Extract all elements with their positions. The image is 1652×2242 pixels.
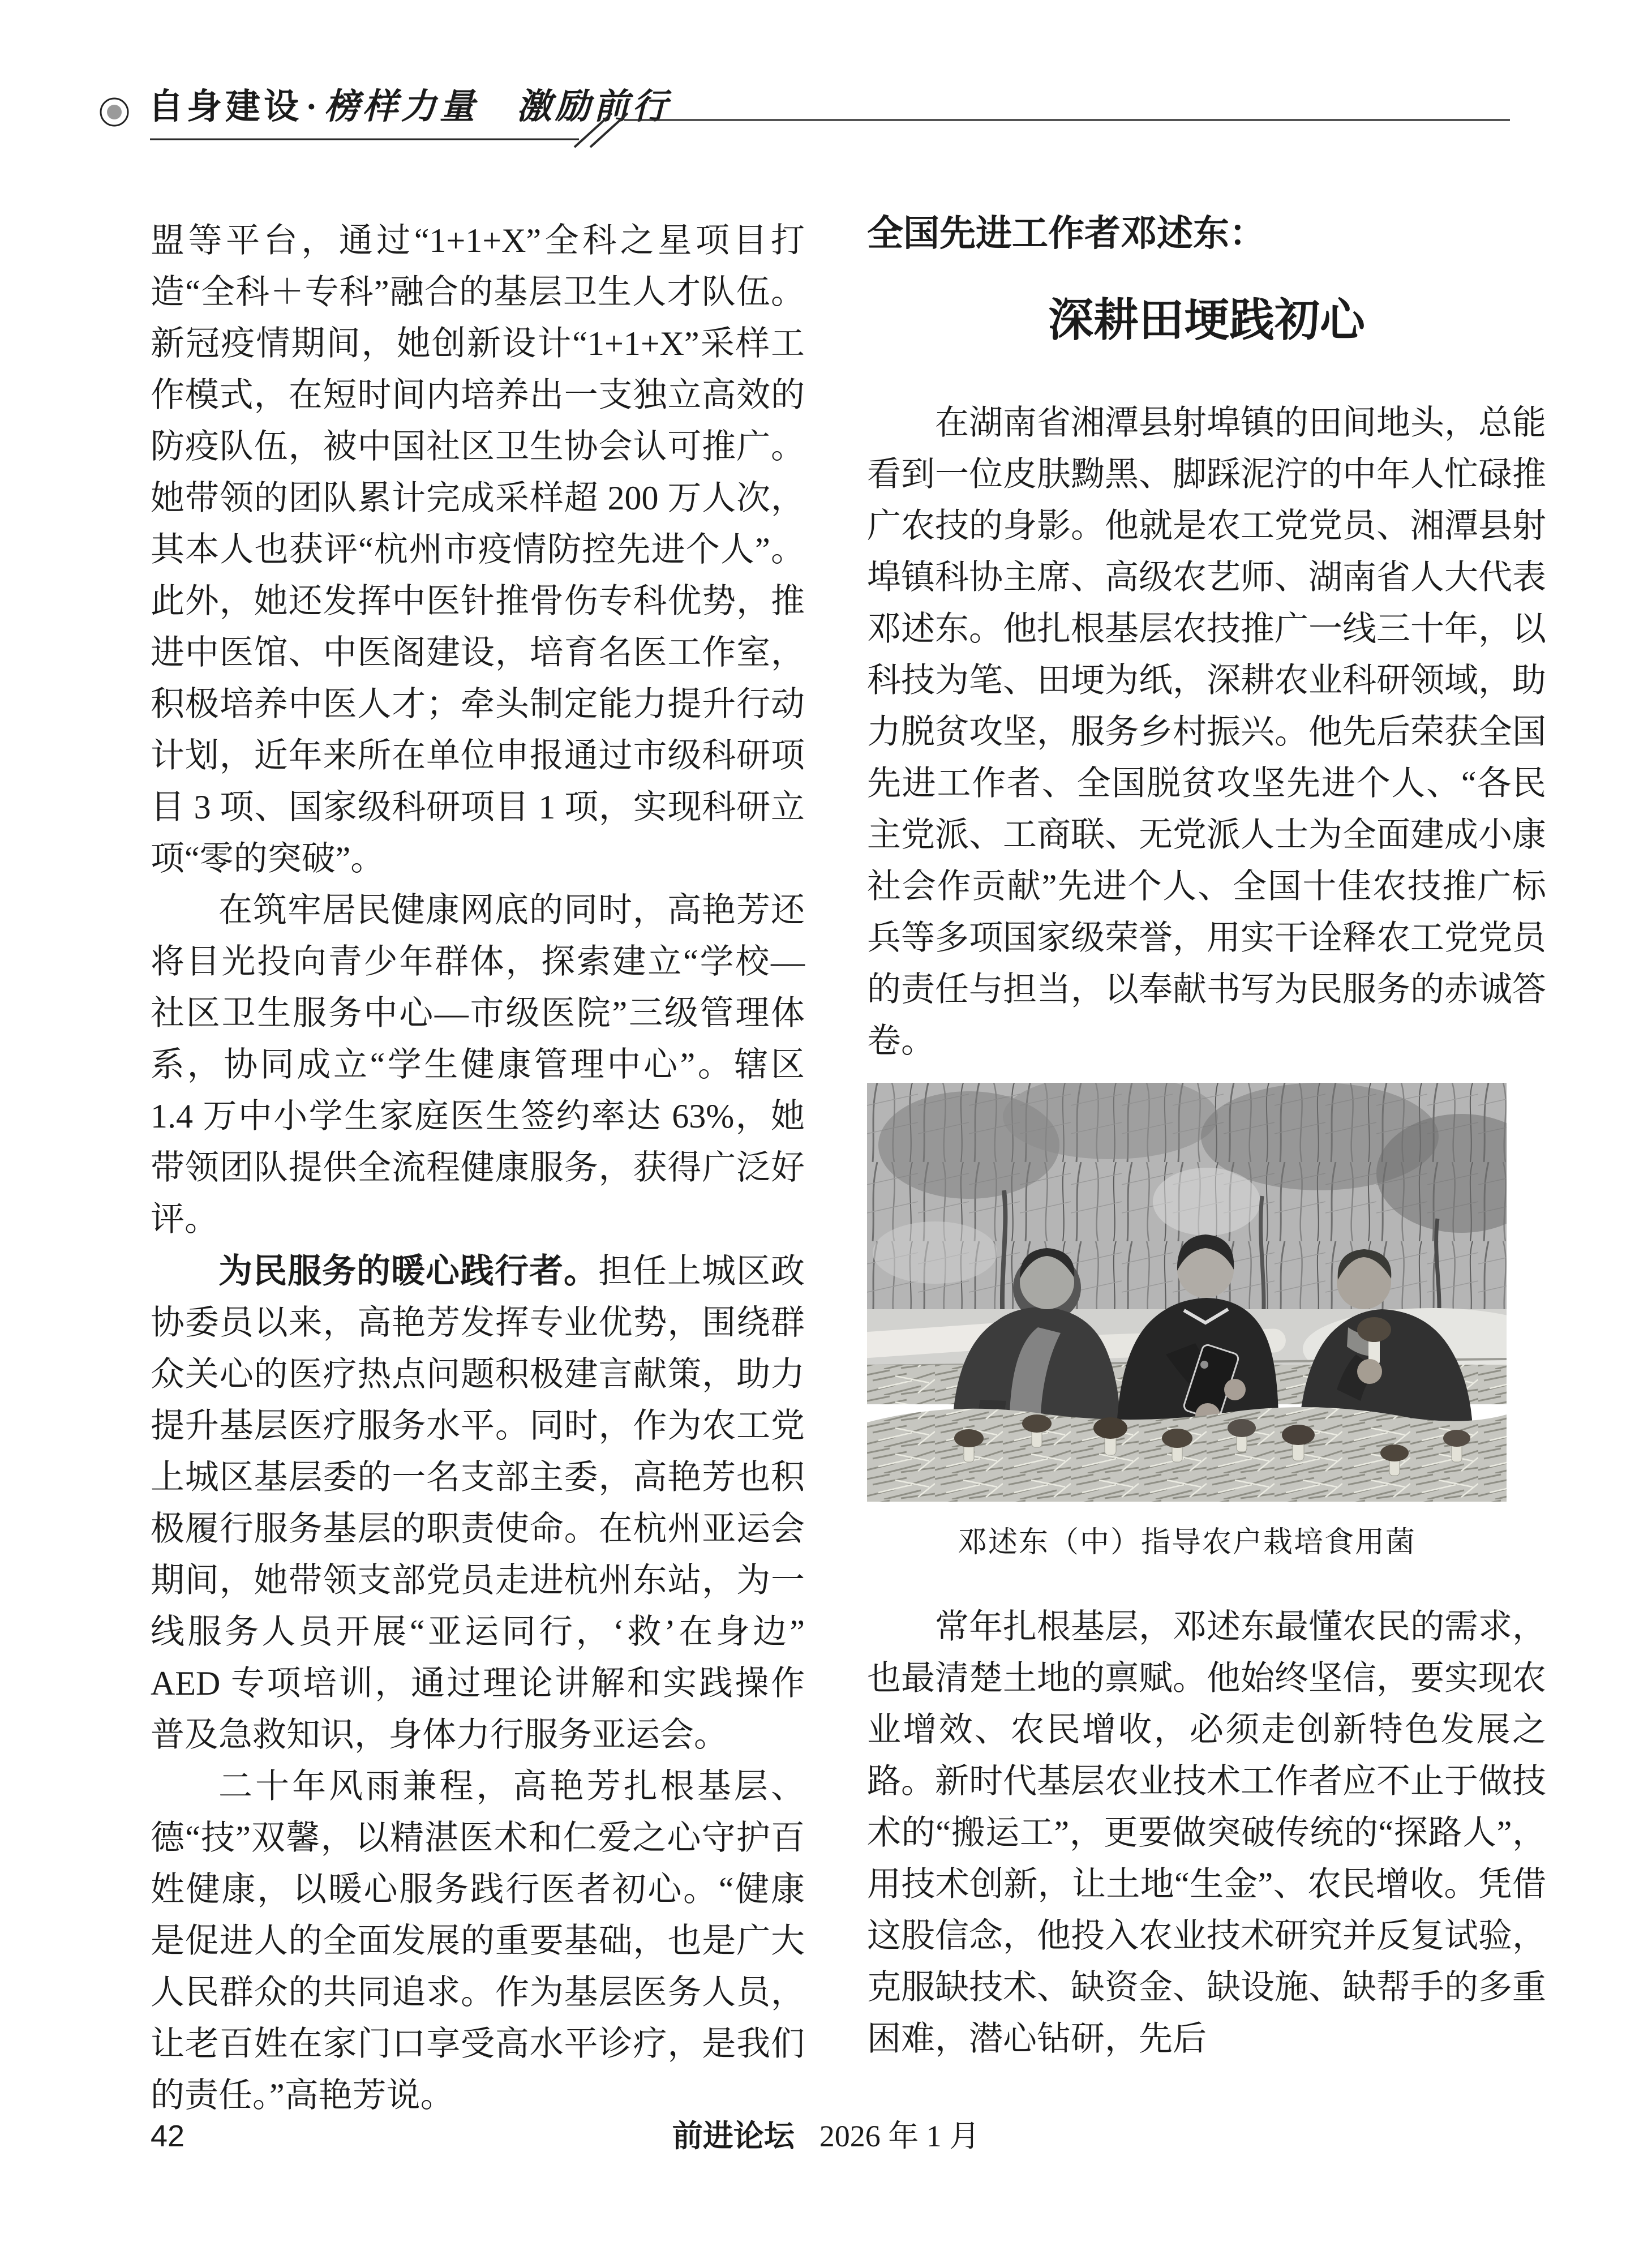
paragraph — [867, 397, 1546, 1067]
paragraph — [867, 1601, 1546, 2065]
section-bullet-icon — [98, 96, 130, 128]
article-figure — [867, 1083, 1507, 1562]
paragraph — [151, 1761, 805, 2121]
paragraph-lead: 为民服务的暖心践行者。 — [218, 1252, 598, 1290]
section-subtitle: 榜样力量 激励前行 — [324, 88, 671, 126]
article-title-kicker: 全国先进工作者邓述东： — [867, 213, 1265, 254]
header-rule — [149, 109, 1513, 149]
right-column — [867, 211, 1546, 2065]
paragraph — [151, 215, 805, 885]
paragraph — [151, 1245, 805, 1761]
issue-date: 2026 年 1 月 — [819, 2119, 980, 2153]
footer — [0, 2118, 1652, 2154]
paragraph-text: 在湖南省湘潭县射埠镇的田间地头，总能看到一位皮肤黝黑、脚踩泥泞的中年人忙碌推广农技的身影。他就是农工党党员、湘潭县射埠镇科协主席、高级农艺师、湖南省人大代表邓述东。他扎根基层农技推广一线三十年，以科技为笔、田埂为纸，深耕农业科研领域，助力脱贫攻坚，服务乡村振兴。他先后荣获全国先进工作者、全国脱贫攻坚先进个人、“各民主党派、工商联、无党派人士为全面建成小康社会作贡献”先进个人、全国十佳农技推广标兵等多项国家级荣誉，用实干诠释农工党党员的责任与担当，以奉献书写为民服务的赤诚答卷。 — [867, 404, 1546, 1060]
section-separator: · — [306, 88, 321, 126]
photo-caption: 邓述东（中）指导农户栽培食用菌 — [957, 1527, 1416, 1559]
article-title: 深耕田埂践初心 — [1048, 295, 1365, 345]
section-title: 自身建设 — [148, 88, 303, 126]
page-number: 42 — [151, 2119, 185, 2153]
paragraph-text: 在筑牢居民健康网底的同时，高艳芳还将目光投向青少年群体，探索建立“学校—社区卫生服务中心—市级医院”三级管理体系，协同成立“学生健康管理中心”。辖区 1.4 万中小学生家庭医生签约率达 63%，她带领团队提供全流程健康服务，获得广泛好评。 — [151, 891, 805, 1238]
paragraph-text: 盟等平台，通过“1+1+X”全科之星项目打造“全科＋专科”融合的基层卫生人才队伍。新冠疫情期间，她创新设计“1+1+X”采样工作模式，在短时间内培养出一支独立高效的防疫队伍，被中国社区卫生协会认可推广。她带领的团队累计完成采样超 200 万人次，其本人也获评“杭州市疫情防控先进个人”。此外，她还发挥中医针推骨伤专科优势，推进中医馆、中医阁建设，培育名医工作室，积极培养中医人才；牵头制定能力提升行动计划，近年来所在单位申报通过市级科研项目 3 项、国家级科研项目 1 项，实现科研立项“零的突破”。 — [151, 222, 805, 877]
left-column — [151, 215, 805, 2121]
paragraph-text: 常年扎根基层，邓述东最懂农民的需求，也最清楚土地的禀赋。他始终坚信，要实现农业增效、农民增收，必须走创新特色发展之路。新时代基层农业技术工作者应不止于做技术的“搬运工”，更要做突破传统的“探路人”，用技术创新，让土地“生金”、农民增收。凭借这股信念，他投入农业技术研究并反复试验，克服缺技术、缺资金、缺设施、缺帮手的多重困难，潜心钻研，先后 — [867, 1608, 1546, 2057]
paragraph-text: 二十年风雨兼程，高艳芳扎根基层、德“技”双馨，以精湛医术和仁爱之心守护百姓健康，以暖心服务践行医者初心。“健康是促进人的全面发展的重要基础，也是广大人民群众的共同追求。作为基层医务人员，让老百姓在家门口享受高水平诊疗，是我们的责任。”高艳芳说。 — [151, 1768, 805, 2114]
article-photo — [867, 1083, 1507, 1502]
paragraph-text: 担任上城区政协委员以来，高艳芳发挥专业优势，围绕群众关心的医疗热点问题积极建言献策，助力提升基层医疗服务水平。同时，作为农工党上城区基层委的一名支部主委，高艳芳也积极履行服务基层的职责使命。在杭州亚运会期间，她带领支部党员走进杭州东站，为一线服务人员开展“亚运同行，‘救’在身边” AED 专项培训，通过理论讲解和实践操作普及急救知识，身体力行服务亚运会。 — [151, 1253, 805, 1754]
paragraph — [151, 885, 805, 1245]
journal-name: 前进论坛 — [672, 2119, 795, 2153]
